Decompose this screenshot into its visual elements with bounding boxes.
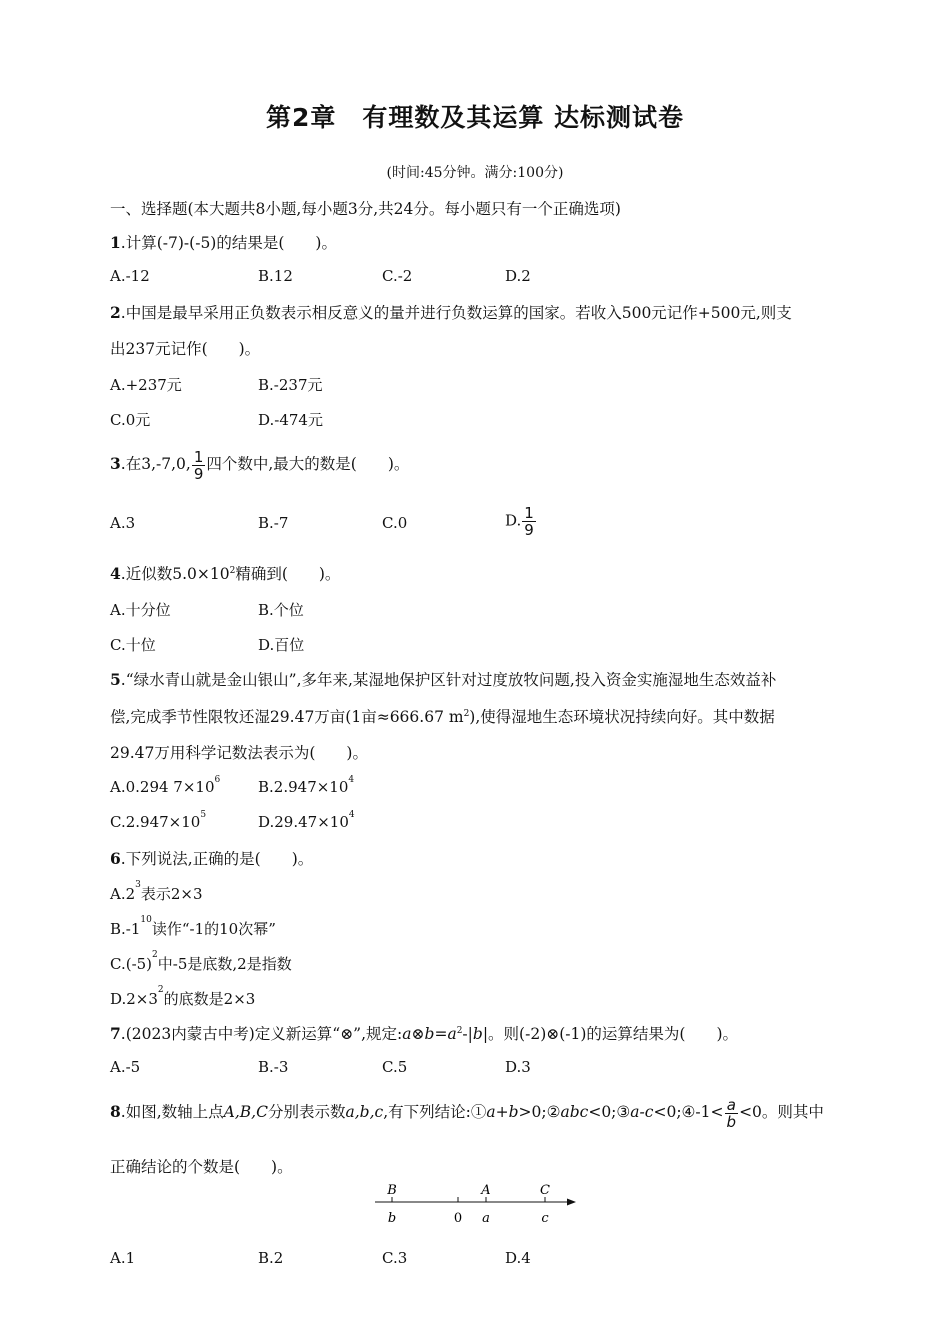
values-label: a,b,c [345, 1103, 384, 1121]
question-text: .近似数5.0×10 [120, 565, 230, 583]
question-text: 分别表示数 [267, 1103, 346, 1121]
value-label-0: 0 [453, 1211, 463, 1226]
value-label-a: a [482, 1211, 490, 1226]
question-number: 3 [110, 454, 121, 473]
operator: -| [462, 1025, 473, 1043]
question-5-line2 [110, 706, 850, 728]
question-text-rest: 四个数中,最大的数是( )。 [206, 455, 410, 473]
question-text: .计算(-7)-(-5)的结果是( )。 [120, 234, 337, 252]
question-3 [110, 448, 850, 482]
equals: = [434, 1025, 448, 1043]
option-text: B.-1 [110, 920, 141, 938]
question-text-line1: .“绿水青山就是金山银山”,多年来,某湿地保护区针对过度放牧问题,投入资金实施湿地生态效益补 [120, 671, 777, 689]
question-text: .下列说法,正确的是( )。 [120, 850, 314, 868]
fraction-denominator: 9 [193, 464, 204, 483]
question-2-line2: 出237元记作( )。 [110, 340, 261, 358]
fraction-numerator: a [725, 1097, 739, 1114]
superscript: 2 [229, 566, 236, 576]
q6-option-d [110, 985, 256, 1009]
value-label-c: c [541, 1211, 549, 1226]
point-label-a: A [481, 1183, 491, 1198]
var-b: b [424, 1025, 435, 1043]
q7-option-d: D.3 [505, 1058, 531, 1076]
option-text-rest: 表示2×3 [140, 885, 203, 903]
question-text-rest: 精确到( )。 [235, 565, 341, 583]
q5-option-b [258, 775, 355, 796]
exam-meta: (时间:45分钟。满分:100分) [386, 165, 564, 181]
q1-option-d: D.2 [505, 267, 531, 285]
option-text: D.2×3 [110, 990, 158, 1008]
option-text: C.(-5) [110, 955, 153, 973]
q8-option-c: C.3 [382, 1249, 408, 1267]
q1-option-a: A.-12 [110, 267, 150, 285]
question-number: 6 [110, 849, 121, 868]
fraction [192, 449, 206, 482]
question-number: 5 [110, 670, 121, 689]
fraction-denominator: 9 [524, 521, 534, 539]
q7-option-a: A.-5 [110, 1058, 141, 1076]
superscript: 2 [456, 1026, 463, 1036]
operator: ⊗ [411, 1025, 425, 1043]
q4-option-d: D.百位 [258, 636, 305, 654]
option-base: C.2.947×10 [110, 813, 201, 831]
question-1 [110, 232, 850, 254]
question-number: 4 [110, 564, 121, 583]
option-text: A.2 [110, 885, 136, 903]
q5-option-c [110, 810, 207, 831]
option-text-rest: 的底数是2×3 [163, 990, 256, 1008]
var-b: b [472, 1025, 483, 1043]
superscript: 6 [214, 775, 221, 785]
var-a: a [402, 1025, 412, 1043]
superscript: 4 [348, 775, 355, 785]
conclusion-2: abc [560, 1103, 589, 1121]
question-text-rest: <0。则其中 [739, 1103, 824, 1121]
fraction [522, 505, 536, 538]
question-number: 1 [110, 233, 121, 252]
q3-option-b: B.-7 [258, 514, 289, 532]
question-text: .在3,-7,0, [120, 455, 191, 473]
question-2 [110, 302, 850, 324]
question-text: .如图,数轴上点 [120, 1103, 224, 1121]
q3-option-d [505, 505, 537, 538]
number-line-figure [370, 1180, 590, 1230]
point-label-c: C [540, 1183, 550, 1198]
option-label: D. [505, 511, 522, 530]
question-4 [110, 563, 850, 585]
option-text-rest: 中-5是底数,2是指数 [157, 955, 292, 973]
q2-option-b: B.-237元 [258, 376, 323, 394]
q6-option-b [110, 915, 276, 939]
question-number: 8 [110, 1102, 121, 1121]
q1-option-b: B.12 [258, 267, 293, 285]
question-text-line1: .中国是最早采用正负数表示相反意义的量并进行负数运算的国家。若收入500元记作+500元,则支 [120, 304, 792, 322]
q4-option-a: A.十分位 [110, 601, 171, 619]
question-number: 7 [110, 1024, 121, 1043]
superscript: 10 [140, 915, 152, 925]
question-text: <0;④-1< [653, 1103, 724, 1121]
question-5 [110, 669, 850, 691]
superscript: 2 [463, 709, 470, 719]
q4-option-b: B.个位 [258, 601, 304, 619]
q5-option-d [258, 810, 355, 831]
fraction-numerator: 1 [524, 504, 534, 522]
conclusion-1: a+b [486, 1103, 519, 1121]
superscript: 4 [348, 810, 355, 820]
question-8-line2: 正确结论的个数是( )。 [110, 1158, 293, 1176]
question-7 [110, 1023, 850, 1045]
q1-option-c: C.-2 [382, 267, 413, 285]
q2-option-c: C.0元 [110, 411, 151, 429]
points-label: A,B,C [223, 1103, 268, 1121]
q7-option-c: C.5 [382, 1058, 408, 1076]
value-label-b: b [387, 1211, 397, 1226]
option-base: B.2.947×10 [258, 778, 349, 796]
q3-option-c: C.0 [382, 514, 408, 532]
q6-option-a [110, 880, 203, 904]
question-text: .(2023内蒙古中考)定义新运算“⊗”,规定: [120, 1025, 403, 1043]
question-text: 偿,完成季节性限牧还湿29.47万亩(1亩≈666.67 m [110, 708, 464, 726]
superscript: 5 [200, 810, 207, 820]
option-text-rest: 读作“-1的10次幂” [151, 920, 276, 938]
question-text: >0;② [518, 1103, 561, 1121]
question-text: <0;③ [588, 1103, 631, 1121]
conclusion-3: a-c [630, 1103, 654, 1121]
q6-option-c [110, 950, 292, 974]
question-text-rest: |。则(-2)⊗(-1)的运算结果为( )。 [482, 1025, 739, 1043]
point-label-b: B [387, 1183, 397, 1198]
q3-option-a: A.3 [110, 514, 136, 532]
axis-arrow [567, 1199, 576, 1206]
superscript: 2 [157, 985, 164, 995]
var-a: a [447, 1025, 457, 1043]
q5-option-a [110, 775, 221, 796]
q8-option-b: B.2 [258, 1249, 284, 1267]
fraction-numerator: 1 [193, 447, 204, 466]
q8-option-d: D.4 [505, 1249, 531, 1267]
q4-option-c: C.十位 [110, 636, 156, 654]
superscript: 2 [152, 950, 158, 960]
fraction-denominator: b [726, 1112, 737, 1131]
q2-option-d: D.-474元 [258, 411, 323, 429]
question-number: 2 [110, 303, 121, 322]
option-base: D.29.47×10 [258, 813, 349, 831]
section-heading: 一、选择题(本大题共8小题,每小题3分,共24分。每小题只有一个正确选项) [110, 200, 621, 218]
superscript: 3 [135, 880, 141, 890]
question-6 [110, 848, 850, 870]
option-base: A.0.294 7×10 [110, 778, 215, 796]
question-text: ,有下列结论:① [383, 1103, 487, 1121]
question-5-line3: 29.47万用科学记数法表示为( )。 [110, 744, 368, 762]
q8-option-a: A.1 [110, 1249, 136, 1267]
q7-option-b: B.-3 [258, 1058, 289, 1076]
question-text-rest: ),使得湿地生态环境状况持续向好。其中数据 [469, 708, 775, 726]
question-8 [110, 1094, 850, 1130]
q2-option-a: A.+237元 [110, 376, 182, 394]
page-title: 第2章 有理数及其运算 达标测试卷 [265, 103, 685, 132]
fraction [725, 1097, 739, 1130]
